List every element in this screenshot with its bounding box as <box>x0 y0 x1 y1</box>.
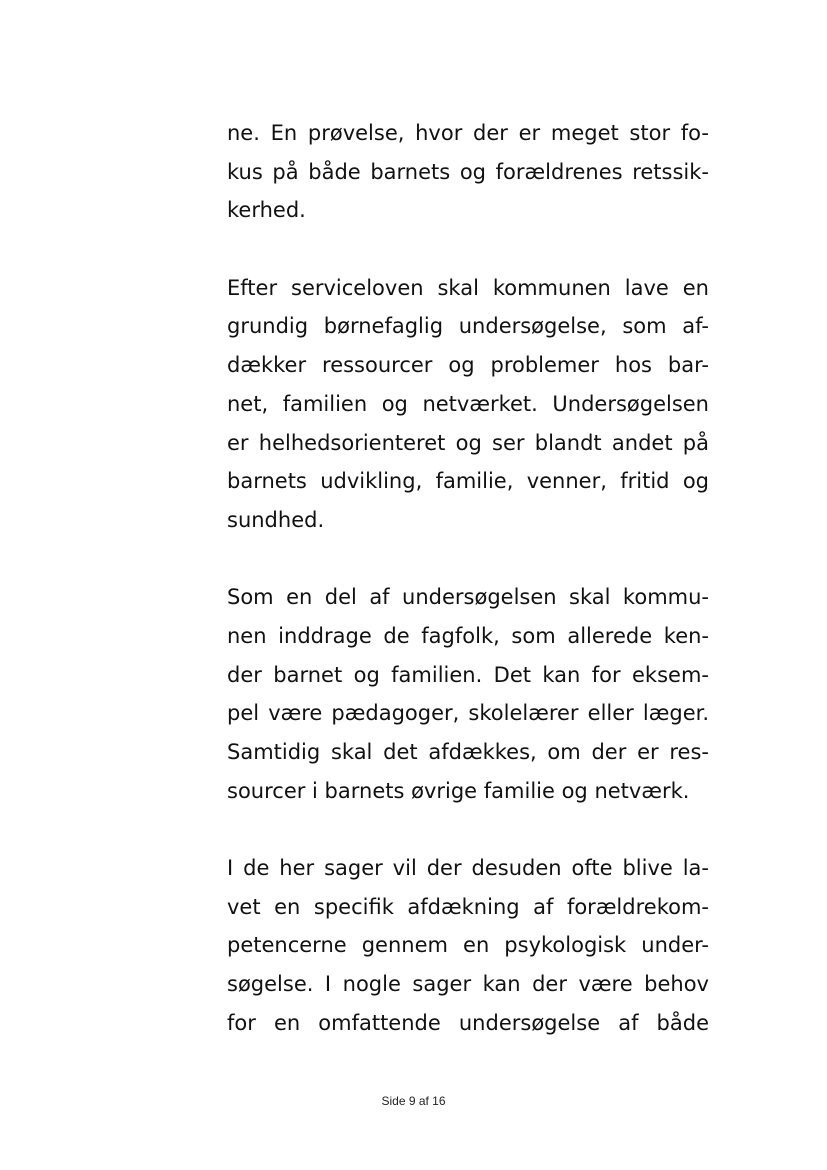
text-line: sundhed. <box>227 507 325 532</box>
paragraph-spacer <box>227 230 709 269</box>
text-line: grundig børnefaglig undersøgelse, som af- <box>227 314 709 339</box>
body-text <box>227 114 709 1043</box>
text-line: for en omfattende undersøgelse af både <box>227 1010 709 1035</box>
text-line: ne. En prøvelse, hvor der er meget stor fo- <box>227 121 709 145</box>
paragraph-4 <box>227 849 709 1042</box>
text-line: er helhedsorienteret og ser blandt andet på <box>227 430 709 455</box>
paragraph-3 <box>227 578 709 810</box>
text-line: der barnet og familien. Det kan for eksem- <box>227 662 709 687</box>
text-line: petencerne gennem en psykologisk under- <box>227 933 709 958</box>
text-line: pel være pædagoger, skolelærer eller læger. <box>227 701 709 726</box>
paragraph-spacer <box>227 540 709 579</box>
paragraph-2 <box>227 269 709 540</box>
text-line: kus på både barnets og forældrenes retssik- <box>227 159 709 184</box>
text-line: barnets udvikling, familie, venner, fritid og <box>227 469 709 494</box>
text-line: Efter serviceloven skal kommunen lave en <box>227 275 709 300</box>
text-line: I de her sager vil der desuden ofte blive la- <box>227 856 709 881</box>
text-line: kerhed. <box>227 198 306 223</box>
text-line: nen inddrage de fagfolk, som allerede ken- <box>227 623 709 648</box>
text-line: dækker ressourcer og problemer hos bar- <box>227 353 709 378</box>
text-line: net, familien og netværket. Undersøgelsen <box>227 391 709 416</box>
text-line: søgelse. I nogle sager kan der være behov <box>227 972 709 997</box>
paragraph-spacer <box>227 810 709 849</box>
text-line: sourcer i barnets øvrige familie og netværk. <box>227 778 690 803</box>
text-line: Som en del af undersøgelsen skal kommu- <box>227 585 709 610</box>
text-line: Samtidig skal det afdækkes, om der er res- <box>227 740 709 764</box>
text-line: vet en specifik afdækning af forældrekom- <box>227 894 709 919</box>
page-number: Side 9 af 16 <box>381 1094 446 1108</box>
paragraph-1 <box>227 114 709 230</box>
